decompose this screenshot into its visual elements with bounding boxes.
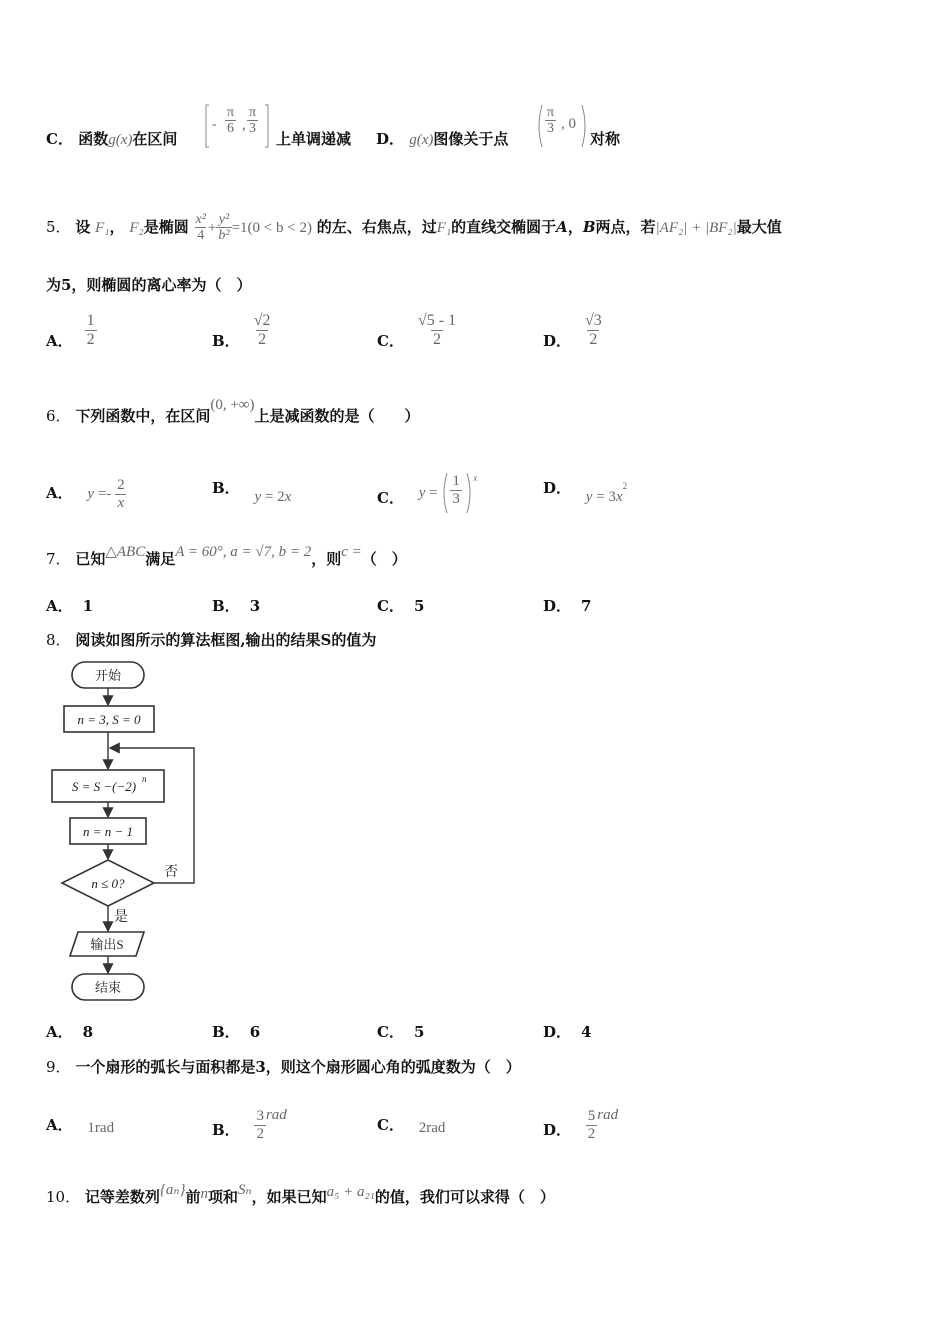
option-value: 5 (413, 1023, 425, 1041)
q10-stem (46, 1182, 555, 1207)
flow-step2-text: n = n − 1 (82, 824, 134, 839)
option-label: D． (543, 479, 572, 497)
q6-option-d: D． $y = 3x^2$ (543, 479, 628, 505)
option-label: A． (46, 1116, 73, 1134)
text: ， (567, 217, 583, 236)
text: 项和 (207, 1188, 238, 1206)
frac-pi-3: $\frac{\pi}{3}$ (249, 105, 257, 137)
q9-option-d (543, 1107, 619, 1148)
text: 两点，若 (595, 217, 656, 236)
flow-output-text: 输出S (90, 937, 124, 952)
option-unit: rad (265, 1107, 287, 1123)
triangle: △ABC (105, 544, 146, 560)
option-label: D． (543, 332, 572, 351)
q8-option-c (377, 1021, 424, 1042)
text: 最大值 (736, 217, 782, 236)
flow-yes-label: 是 (114, 910, 128, 925)
frac-3-2: $\frac{3}{2}$ (256, 1108, 264, 1142)
point-rest: , 0 (561, 116, 576, 132)
ellipse-condition: =1(0 < b < 2) (231, 219, 312, 236)
option-label: B． (212, 1121, 240, 1139)
text: 函数 (78, 130, 109, 148)
text: 上单调递减 (276, 130, 352, 148)
sequence: {aₙ} (159, 1182, 186, 1198)
denominator: 2 (589, 330, 598, 348)
q8-option-d (543, 1021, 591, 1042)
focus-f2: F₂ (129, 219, 144, 236)
distance-sum: |AF₂| + |BF₂| (655, 219, 737, 236)
text: （ ） (361, 550, 407, 568)
flow-start (72, 662, 144, 688)
option-value: 6 (249, 1023, 261, 1041)
option-value: 7 (581, 597, 592, 615)
q5-stem-line2 (46, 274, 251, 295)
option-fraction (252, 312, 273, 348)
text: 记等差数列 (84, 1188, 160, 1206)
text: 满足 (145, 550, 176, 568)
question-number: 5． (46, 217, 71, 236)
interval: (0, +∞) (210, 397, 255, 413)
option-label: C． (377, 332, 404, 351)
q4-option-d-end (590, 128, 620, 149)
q6-option-a: A． y =- $\frac{2}{x}$ (46, 477, 125, 511)
q9-option-c (377, 1114, 445, 1135)
flow-init (64, 706, 154, 732)
option-value: 1rad (87, 1120, 115, 1136)
math-func: g(x) (409, 132, 434, 148)
denominator: 2 (258, 330, 267, 348)
option-value: 4 (581, 1023, 592, 1041)
q9-option-b (212, 1107, 287, 1148)
q5-option-b (212, 312, 272, 351)
denominator: 2 (86, 330, 95, 348)
option-label: C． (377, 597, 404, 615)
flow-condition-text: n ≤ 0? (91, 876, 125, 891)
conditions: A = 60°, a = √7, b = 2 (175, 544, 312, 560)
text: 一个扇形的弧长与面积都是3，则这个扇形圆心角的弧度数为（ ） (75, 1058, 521, 1076)
ellipse-y-term: $\frac{\text{y²}}{\text{b²}}$ (218, 212, 230, 244)
flow-init-text: n = 3, S = 0 (77, 712, 141, 727)
option-label: D． (543, 597, 572, 615)
q8-option-b (212, 1021, 260, 1042)
frac-pi-6: $\frac{\pi}{6}$ (227, 105, 235, 137)
q5-stem: 5． 设 F₁， F₂是椭圆 $\frac{\text{x²}}{4}$ + $\frac{\text{y²}}{\text{b²}}$ =1(0 < b < 2) 的左、右焦点，过F₁的直线交椭圆于A，B两点，若|AF₂| + |BF₂|最大值 (46, 212, 782, 244)
option-value: 2rad (418, 1120, 446, 1136)
flow-step2 (70, 818, 146, 844)
q6-stem (46, 397, 420, 426)
option-label: B． (212, 597, 240, 615)
frac-1-3: $\frac{1}{3}$ (452, 473, 460, 507)
text: 的左、右焦点，过 (316, 217, 437, 236)
ellipse-x-term: $\frac{\text{x²}}{4}$ (195, 212, 206, 244)
text: 前 (185, 1188, 201, 1206)
var-n: n (200, 1186, 208, 1202)
text: 为5，则椭圆的离心率为（ ） (46, 276, 252, 294)
flow-condition (62, 860, 154, 906)
option-label: A． (46, 597, 73, 615)
option-label: B． (212, 1023, 240, 1041)
q7-option-b (212, 595, 260, 616)
flow-step1-exponent: n (142, 774, 147, 784)
q6-option-c: C． y = $\frac{1}{3}$ $^x$ (377, 477, 477, 521)
q6-option-b: B． y = 2x (212, 479, 292, 505)
option-label: B． (212, 479, 240, 497)
q7-option-a (46, 595, 93, 616)
option-fraction (583, 312, 604, 348)
q7-option-c (377, 595, 424, 616)
point-a: A (556, 217, 568, 236)
point-b: B (582, 217, 596, 236)
denominator: 2 (433, 330, 441, 348)
q7-stem (46, 544, 407, 569)
option-fraction (416, 312, 458, 348)
option-label: C． (46, 130, 73, 148)
text: 图像关于点 (433, 130, 509, 148)
numerator: √3 (585, 312, 602, 329)
focus-f1: F₁ (436, 219, 452, 236)
comma: , (242, 117, 246, 133)
option-unit: rad (597, 1107, 619, 1123)
flowchart (48, 658, 248, 1008)
question-number: 10． (46, 1188, 81, 1206)
option-value: 5 (413, 597, 425, 615)
q4-option-c-end (276, 128, 351, 149)
flow-step1-text: S = S −(−2) (71, 779, 137, 794)
text: 的直线交椭圆于 (451, 217, 557, 236)
option-label: B． (212, 332, 240, 351)
terms-sum: a₅ + a₂₁ (326, 1184, 375, 1200)
frac-5-2: $\frac{5}{2}$ (587, 1108, 596, 1142)
text: 阅读如图所示的算法框图,输出的结果S的值为 (75, 631, 377, 649)
focus-f1: F₁ (95, 219, 110, 236)
q4-option-d (376, 128, 508, 149)
flow-end-text: 结束 (94, 980, 122, 995)
text: 下列函数中，在区间 (75, 407, 211, 425)
option-label: A． (46, 484, 73, 502)
option-label: C． (377, 1116, 404, 1134)
frac-pi-3: $\frac{\pi}{3}$ (547, 105, 555, 137)
q8-option-a (46, 1021, 93, 1042)
text: 已知 (75, 550, 106, 568)
text: 对称 (590, 130, 621, 148)
math-func: g(x) (108, 132, 133, 148)
question-number: 7． (46, 550, 71, 568)
text: ，则 (311, 550, 342, 568)
flow-step1 (52, 770, 164, 802)
option-label: D． (376, 130, 405, 148)
question-number: 9． (46, 1058, 71, 1076)
q7-option-d (543, 595, 591, 616)
numerator: √5 - 1 (417, 312, 457, 329)
target: c = (341, 544, 362, 560)
q5-option-c (377, 312, 458, 351)
question-number: 6． (46, 407, 71, 425)
q9-stem (46, 1056, 521, 1077)
text: 的值，我们可以求得（ ） (374, 1188, 555, 1206)
q8-stem (46, 629, 376, 650)
flow-output (70, 932, 144, 956)
option-value: 1 (82, 597, 94, 615)
question-number: 8． (46, 631, 71, 649)
text: 是椭圆 (143, 217, 189, 236)
option-label: A． (46, 332, 73, 351)
option-label: D． (543, 1023, 572, 1041)
partial-sum: Sₙ (238, 1182, 252, 1198)
q4-option-c (46, 128, 177, 149)
option-value: 3 (249, 597, 261, 615)
text: 设 (75, 217, 91, 236)
flow-no-label: 否 (164, 865, 178, 880)
q5-option-d (543, 312, 604, 351)
frac-2-x: $\frac{2}{x}$ (117, 477, 125, 511)
numerator: 1 (86, 312, 95, 329)
text: 在区间 (132, 130, 178, 148)
text: ， (109, 217, 125, 236)
option-fraction (85, 312, 97, 348)
numerator: √2 (253, 312, 271, 329)
option-label: D． (543, 1121, 572, 1139)
option-label: C． (377, 489, 404, 507)
option-label: A． (46, 1023, 73, 1041)
text: ，如果已知 (251, 1188, 327, 1206)
q5-option-a (46, 312, 97, 351)
option-value: 8 (82, 1023, 94, 1041)
flow-loop-arrow (110, 748, 194, 883)
flow-start-text: 开始 (94, 668, 122, 683)
flow-end (72, 974, 144, 1000)
q9-option-a (46, 1114, 114, 1135)
minus-sign: - (212, 117, 217, 132)
text: 上是减函数的是（ ） (254, 407, 420, 425)
option-label: C． (377, 1023, 404, 1041)
